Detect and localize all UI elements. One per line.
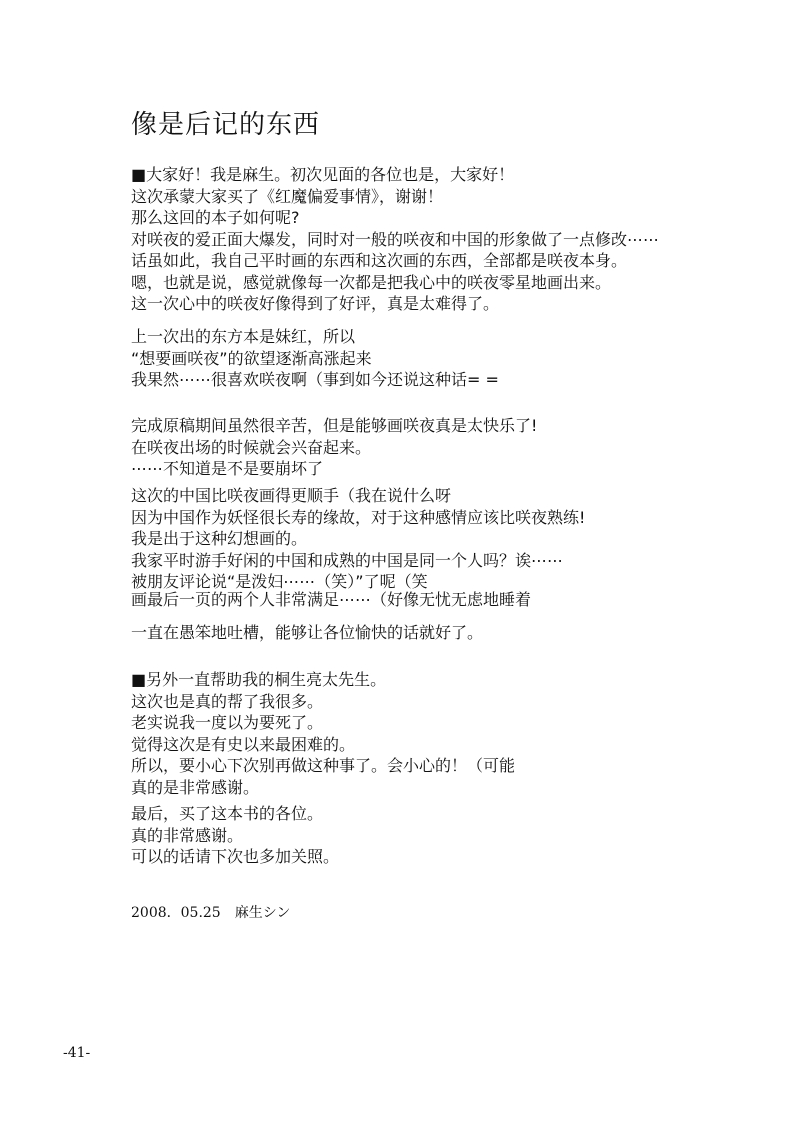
- text-line: 这次承蒙大家买了《红魔偏爱事情》，谢谢！: [131, 186, 444, 206]
- date-signature: 2008．05.25 麻生シン: [131, 905, 291, 921]
- paragraph-last-page: [131, 589, 531, 611]
- text-line: 我家平时游手好闲的中国和成熟的中国是同一个人吗？诶⋯⋯: [131, 550, 564, 570]
- text-line: 老实说我一度以为要死了。: [131, 713, 324, 732]
- text-line: 那么这回的本子如何呢?: [131, 208, 300, 227]
- paragraph-greeting: [131, 164, 659, 315]
- text-line: 画最后一页的两个人非常满足⋯⋯（好像无忧无虑地睡着: [131, 590, 532, 609]
- text-line: 被朋友评论说“是泼妇⋯⋯（笑）”了呢（笑: [131, 572, 428, 591]
- text-line: 这一次心中的咲夜好像得到了好评，真是太难得了。: [131, 294, 500, 313]
- paragraph-china: [131, 485, 585, 593]
- text-line: 真的非常感谢。: [131, 825, 244, 845]
- paragraph-previous-book: [131, 326, 499, 391]
- text-line: 上一次出的东方本是妹红，所以: [131, 327, 356, 346]
- text-line: 觉得这次是有史以来最困难的。: [131, 734, 356, 754]
- text-line: ■另外一直帮助我的桐生亮太先生。: [131, 670, 387, 689]
- text-line: 这次也是真的帮了我很多。: [131, 691, 324, 711]
- text-line: 完成原稿期间虽然很辛苦，但是能够画咲夜真是太快乐了!: [131, 416, 538, 435]
- text-line: 话虽如此，我自己平时画的东西和这次画的东西，全部都是咲夜本身。: [131, 251, 628, 270]
- text-line: 最后，买了这本书的各位。: [131, 804, 324, 823]
- text-line: 因为中国作为妖怪很长寿的缘故，对于这种感情应该比咲夜熟练!: [131, 507, 586, 527]
- paragraph-thanks-helper: [131, 669, 515, 798]
- text-line: ■大家好！我是麻生。初次见面的各位也是，大家好！: [131, 165, 515, 184]
- text-line: 所以，要小心下次别再做这种事了。会小心的！（可能: [131, 756, 516, 775]
- text-line: 对咲夜的爱正面大爆发，同时对一般的咲夜和中国的形象做了一点修改⋯⋯: [131, 229, 660, 249]
- text-line: “想要画咲夜”的欲望逐渐高涨起来: [131, 348, 372, 368]
- paragraph-thanks-readers: [131, 803, 339, 868]
- text-line: 这次的中国比咲夜画得更顺手（我在说什么呀: [131, 486, 452, 505]
- text-line: 可以的话请下次也多加关照。: [131, 847, 340, 866]
- text-line: 在咲夜出场的时候就会兴奋起来。: [131, 437, 372, 457]
- paragraph-manuscript: [131, 415, 537, 480]
- page-title: 像是后记的东西: [131, 110, 321, 140]
- page-number: -41-: [63, 1045, 91, 1061]
- text-line: 真的是非常感谢。: [131, 777, 260, 797]
- text-line: 嗯，也就是说，感觉就像每一次都是把我心中的咲夜零星地画出来。: [131, 272, 612, 292]
- text-line: 我是出于这种幻想画的。: [131, 529, 308, 548]
- text-line: ⋯⋯不知道是不是要崩坏了: [131, 459, 324, 478]
- paragraph-closing-note: [131, 622, 483, 644]
- text-line: 一直在愚笨地吐槽，能够让各位愉快的话就好了。: [131, 623, 484, 642]
- text-line: 我果然⋯⋯很喜欢咲夜啊（事到如今还说这种话= =: [131, 370, 499, 389]
